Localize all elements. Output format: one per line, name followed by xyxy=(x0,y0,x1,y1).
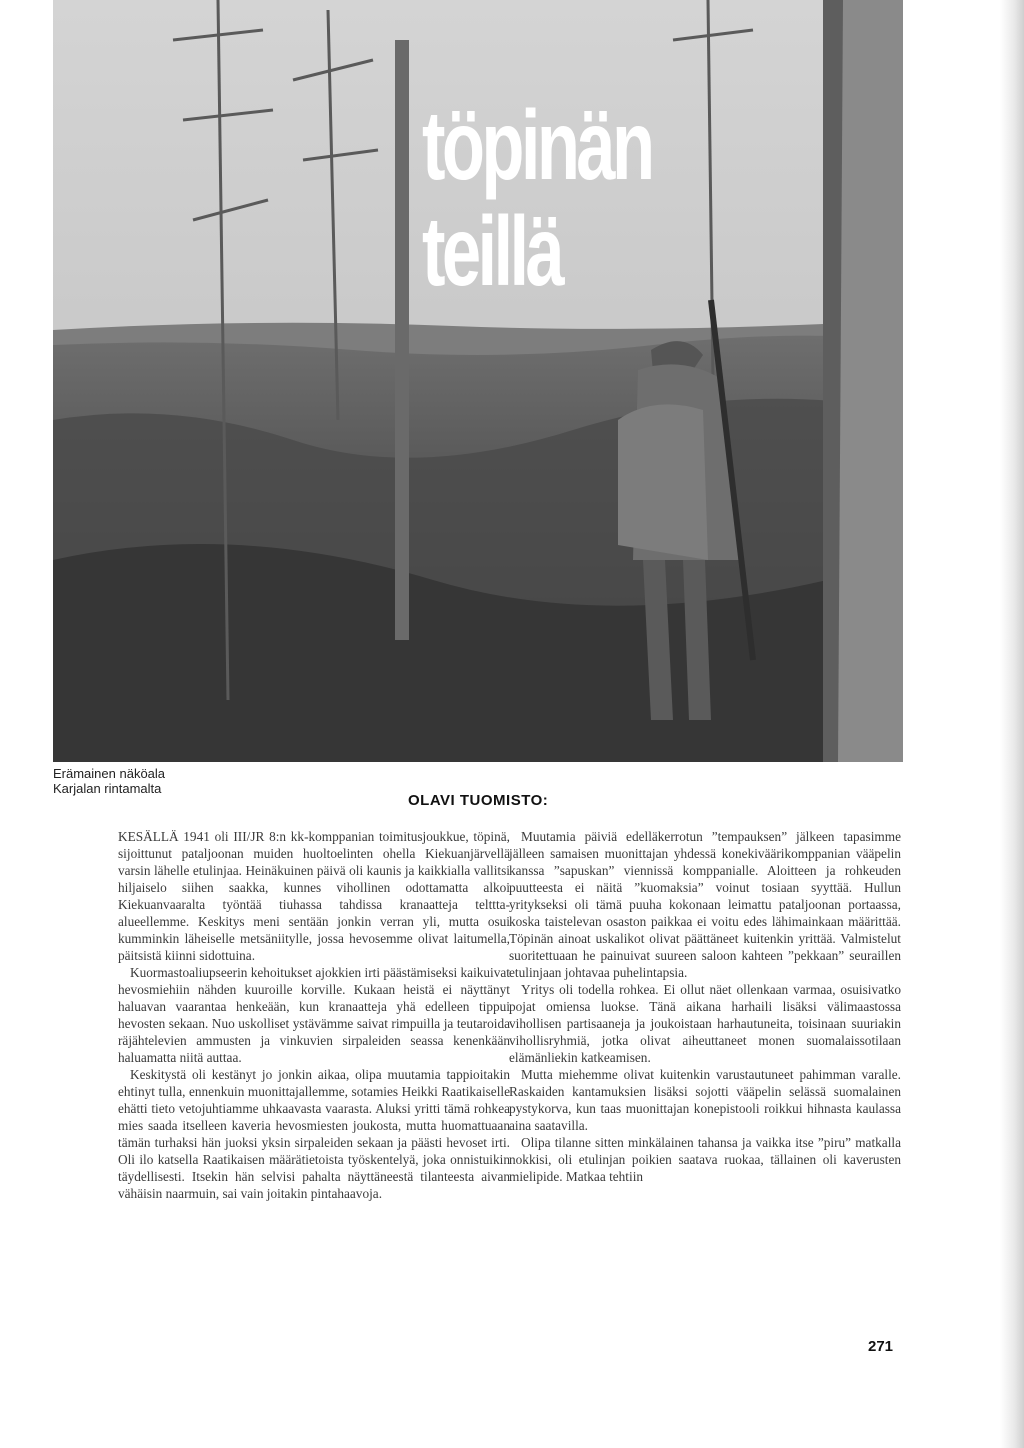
left-text-column xyxy=(118,828,510,1202)
article-headline xyxy=(422,92,652,304)
caption-line-1: Erämainen näköala xyxy=(53,766,166,781)
author-byline: OLAVI TUOMISTO: xyxy=(408,792,549,809)
page-edge-shadow xyxy=(1000,0,1024,1448)
paragraph: Keskitystä oli kestänyt jo jonkin aikaa, olipa muutamia tappioitakin ehtinyt tulla, ennenkuin muonittajallemme, sotamies Heikki Raatikaiselle ehätti tieto vetojuhtiamme uhkaavasta vaarasta. Aluksi yritti tämä rohkea mies saada itselleen kaveria hevosmiesten joukosta, mutta huomattuaan tämän turhaksi hän juoksi yksin sirpaleiden sekaan ja päästi hevoset irti. Oli ilo katsella Raatikaisen määrätietoista työskentelyä, joka onnistuikin täydellisesti. Itsekin hän selvisi pahalta näyttäneestä tilanteesta aivan vähäisin naarmuin, sai vain joitakin pintahaavoja. xyxy=(118,1067,510,1201)
paragraph: Yritys oli todella rohkea. Ei ollut näet ollenkaan varmaa, osuisivatko pojat omiensa luokse. Tänä aikana harhaili lisäksi välimaastossa vihollisen partisaaneja ja joukoistaan harhautuneita, toisinaan suuriakin vihollisryhmiä, jotka olivat aiheuttaneet monen suomalaissotilaan elämänliekin katkeamisen. xyxy=(509,982,901,1065)
paragraph: Muutamia päiviä edelläkerrotun ”tempauksen” jälkeen tapasimme jälleen samaisen muonittajan yhdessä konekiväärikomppanian vääpelin kanssa ”sapuskan” viennissä komppanialle. Aloitteen ja rohkeuden puutteesta ei näitä ”kuomaksia” voinut tosiaan syyttää. Hullun yritykseksi oli tämä puuha kokonaan leimattu pataljoonan portaassa, koska taistelevan osaston paikkaa ei voitu edes lähimainkaan määrittää. Töpinän ainoat uskalikot olivat päättäneet kuitenkin yrittää. Valmistelut suoritettuaan he painuivat suureen saloon kahteen ”pekkaan” seuraillen etulinjaan johtavaa puhelintapsia. xyxy=(509,829,901,980)
paragraph: Olipa tilanne sitten minkälainen tahansa ja vaikka itse ”piru” matkalla nokkisi, oli etulinjan poikien saatava ruokaa, tällainen oli kaverusten mielipide. Matkaa tehtiin xyxy=(509,1135,901,1184)
right-text-column xyxy=(509,828,901,1185)
page-number: 271 xyxy=(868,1338,894,1355)
headline-line-2: teillä xyxy=(422,196,562,306)
caption-line-2: Karjalan rintamalta xyxy=(53,781,162,796)
paragraph: Mutta miehemme olivat kuitenkin varustautuneet pahimman varalle. Raskaiden kantamuksien lisäksi sojotti vääpelin selässä suomalainen pystykorva, kun taas muonittajan konepistooli roikkui hihnasta kaulassa aina saatavilla. xyxy=(509,1067,901,1133)
paragraph: Kuormastoaliupseerin kehoitukset ajokkien irti päästämiseksi kaikuivat hevosmiehiin nähden kuuroille korville. Kukaan heistä ei näyttänyt haluavan vaarantaa henkeään, kun kranaatteja yhä edelleen tippui hevosten sekaan. Nuo uskolliset ystävämme saivat rimpuilla ja teutaroida räjähtelevien ammusten ja vinkuvien sirpaleiden seassa kenenkään haluamatta niitä auttaa. xyxy=(118,965,510,1065)
photo-caption xyxy=(53,766,165,796)
headline-line-1: töpinän xyxy=(422,90,652,200)
paragraph: KESÄLLÄ 1941 oli III/JR 8:n kk-komppanian toimitusjoukkue, töpinä, sijoittunut pataljoonan muiden huoltoelinten ohella Kiekuanjärvellä varsin lähelle etulinjaa. Heinäkuinen päivä oli kaunis ja kaikkialla vallitsi hiljaiselo siihen saakka, kunnes vihollinen odottamatta alkoi Kiekuanvaaralta työntää tiuhassa tahdissa kranaatteja telttta-alueellemme. Keskitys meni sentään jonkin verran yli, mutta osui kumminkin läheiselle metsäniitylle, jossa hevosemme olivat laitumella, päitsistä kiinni sidottuina. xyxy=(118,829,510,963)
